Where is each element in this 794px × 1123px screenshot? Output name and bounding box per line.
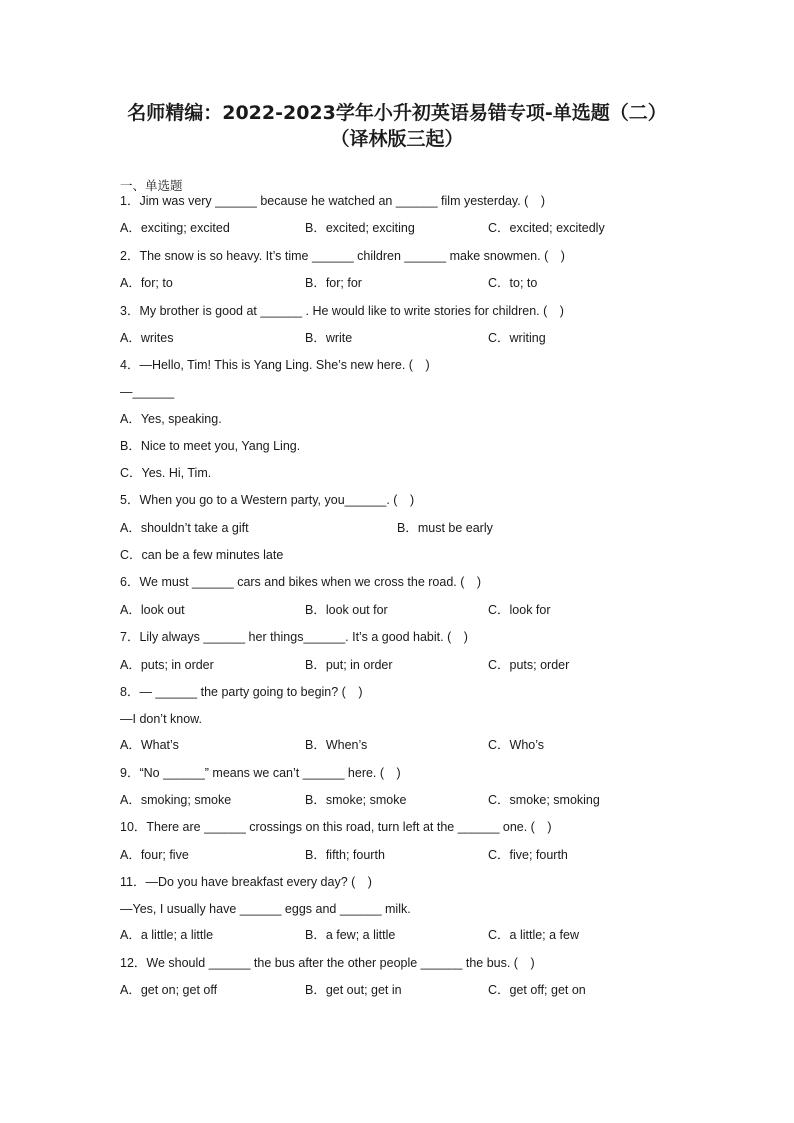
question-1-stem: 1．Jim was very ______ because he watched an ______ film yesterday. ( ) <box>120 194 545 208</box>
question-8-option-b: B．When’s <box>305 738 368 752</box>
question-10-option-a: A．four; five <box>120 848 189 862</box>
question-3-option-b: B．write <box>305 331 353 345</box>
question-6-option-b: B．look out for <box>305 603 388 617</box>
question-6-option-c: C．look for <box>488 603 551 617</box>
question-1-option-c: C．excited; excitedly <box>488 221 605 235</box>
question-10-stem: 10．There are ______ crossings on this road, turn left at the ______ one. ( ) <box>120 820 552 834</box>
question-9-option-c: C．smoke; smoking <box>488 793 600 807</box>
question-9-stem: 9．“No ______” means we can’t ______ here. ( ) <box>120 766 401 780</box>
question-2-stem: 2．The snow is so heavy. It’s time ______ children ______ make snowmen. ( ) <box>120 249 565 263</box>
question-5-option-b: B．must be early <box>397 521 493 535</box>
question-4-option-b: B．Nice to meet you, Yang Ling. <box>120 439 301 453</box>
question-6-option-a: A．look out <box>120 603 185 617</box>
question-11-option-c: C．a little; a few <box>488 928 580 942</box>
question-7-option-b: B．put; in order <box>305 658 393 672</box>
question-3-stem: 3．My brother is good at ______ . He would like to write stories for children. ( ) <box>120 304 564 318</box>
question-10-option-c: C．five; fourth <box>488 848 568 862</box>
document-subtitle: （译林版三起） <box>330 128 464 150</box>
question-1-option-a: A．exciting; excited <box>120 221 230 235</box>
question-3-option-a: A．writes <box>120 331 174 345</box>
question-12-option-a: A．get on; get off <box>120 983 218 997</box>
question-5-option-a: A．shouldn’t take a gift <box>120 521 249 535</box>
question-2-option-c: C．to; to <box>488 276 538 290</box>
section-heading: 一、单选题 <box>120 179 183 193</box>
question-8-option-a: A．What’s <box>120 738 179 752</box>
question-8-stem: 8．— ______ the party going to begin? ( ) <box>120 685 363 699</box>
question-5-option-c: C．can be a few minutes late <box>120 548 284 562</box>
question-12-option-b: B．get out; get in <box>305 983 402 997</box>
question-11-option-b: B．a few; a little <box>305 928 396 942</box>
question-3-option-c: C．writing <box>488 331 546 345</box>
question-4-reply: —______ <box>120 385 175 399</box>
question-7-stem: 7．Lily always ______ her things______. It’s a good habit. ( ) <box>120 630 468 644</box>
document-title: 名师精编：2022-2023学年小升初英语易错专项-单选题（二） <box>127 102 667 124</box>
question-10-option-b: B．fifth; fourth <box>305 848 385 862</box>
question-8-reply: —I don’t know. <box>120 712 202 726</box>
question-12-option-c: C．get off; get on <box>488 983 586 997</box>
question-8-option-c: C．Who’s <box>488 738 545 752</box>
question-4-option-c: C．Yes. Hi, Tim. <box>120 466 212 480</box>
question-1-option-b: B．excited; exciting <box>305 221 415 235</box>
question-9-option-b: B．smoke; smoke <box>305 793 407 807</box>
question-6-stem: 6．We must ______ cars and bikes when we cross the road. ( ) <box>120 575 482 589</box>
question-2-option-a: A．for; to <box>120 276 173 290</box>
question-12-stem: 12．We should ______ the bus after the other people ______ the bus. ( ) <box>120 956 535 970</box>
question-11-stem: 11．—Do you have breakfast every day? ( ) <box>120 875 372 889</box>
question-2-option-b: B．for; for <box>305 276 362 290</box>
question-7-option-c: C．puts; order <box>488 658 570 672</box>
question-11-option-a: A．a little; a little <box>120 928 214 942</box>
question-9-option-a: A．smoking; smoke <box>120 793 232 807</box>
question-11-reply: —Yes, I usually have ______ eggs and ______ milk. <box>120 902 411 916</box>
question-4-option-a: A．Yes, speaking. <box>120 412 222 426</box>
question-7-option-a: A．puts; in order <box>120 658 214 672</box>
question-5-stem: 5．When you go to a Western party, you______. ( ) <box>120 493 415 507</box>
question-4-stem: 4．—Hello, Tim! This is Yang Ling. She’s new here. ( ) <box>120 358 430 372</box>
